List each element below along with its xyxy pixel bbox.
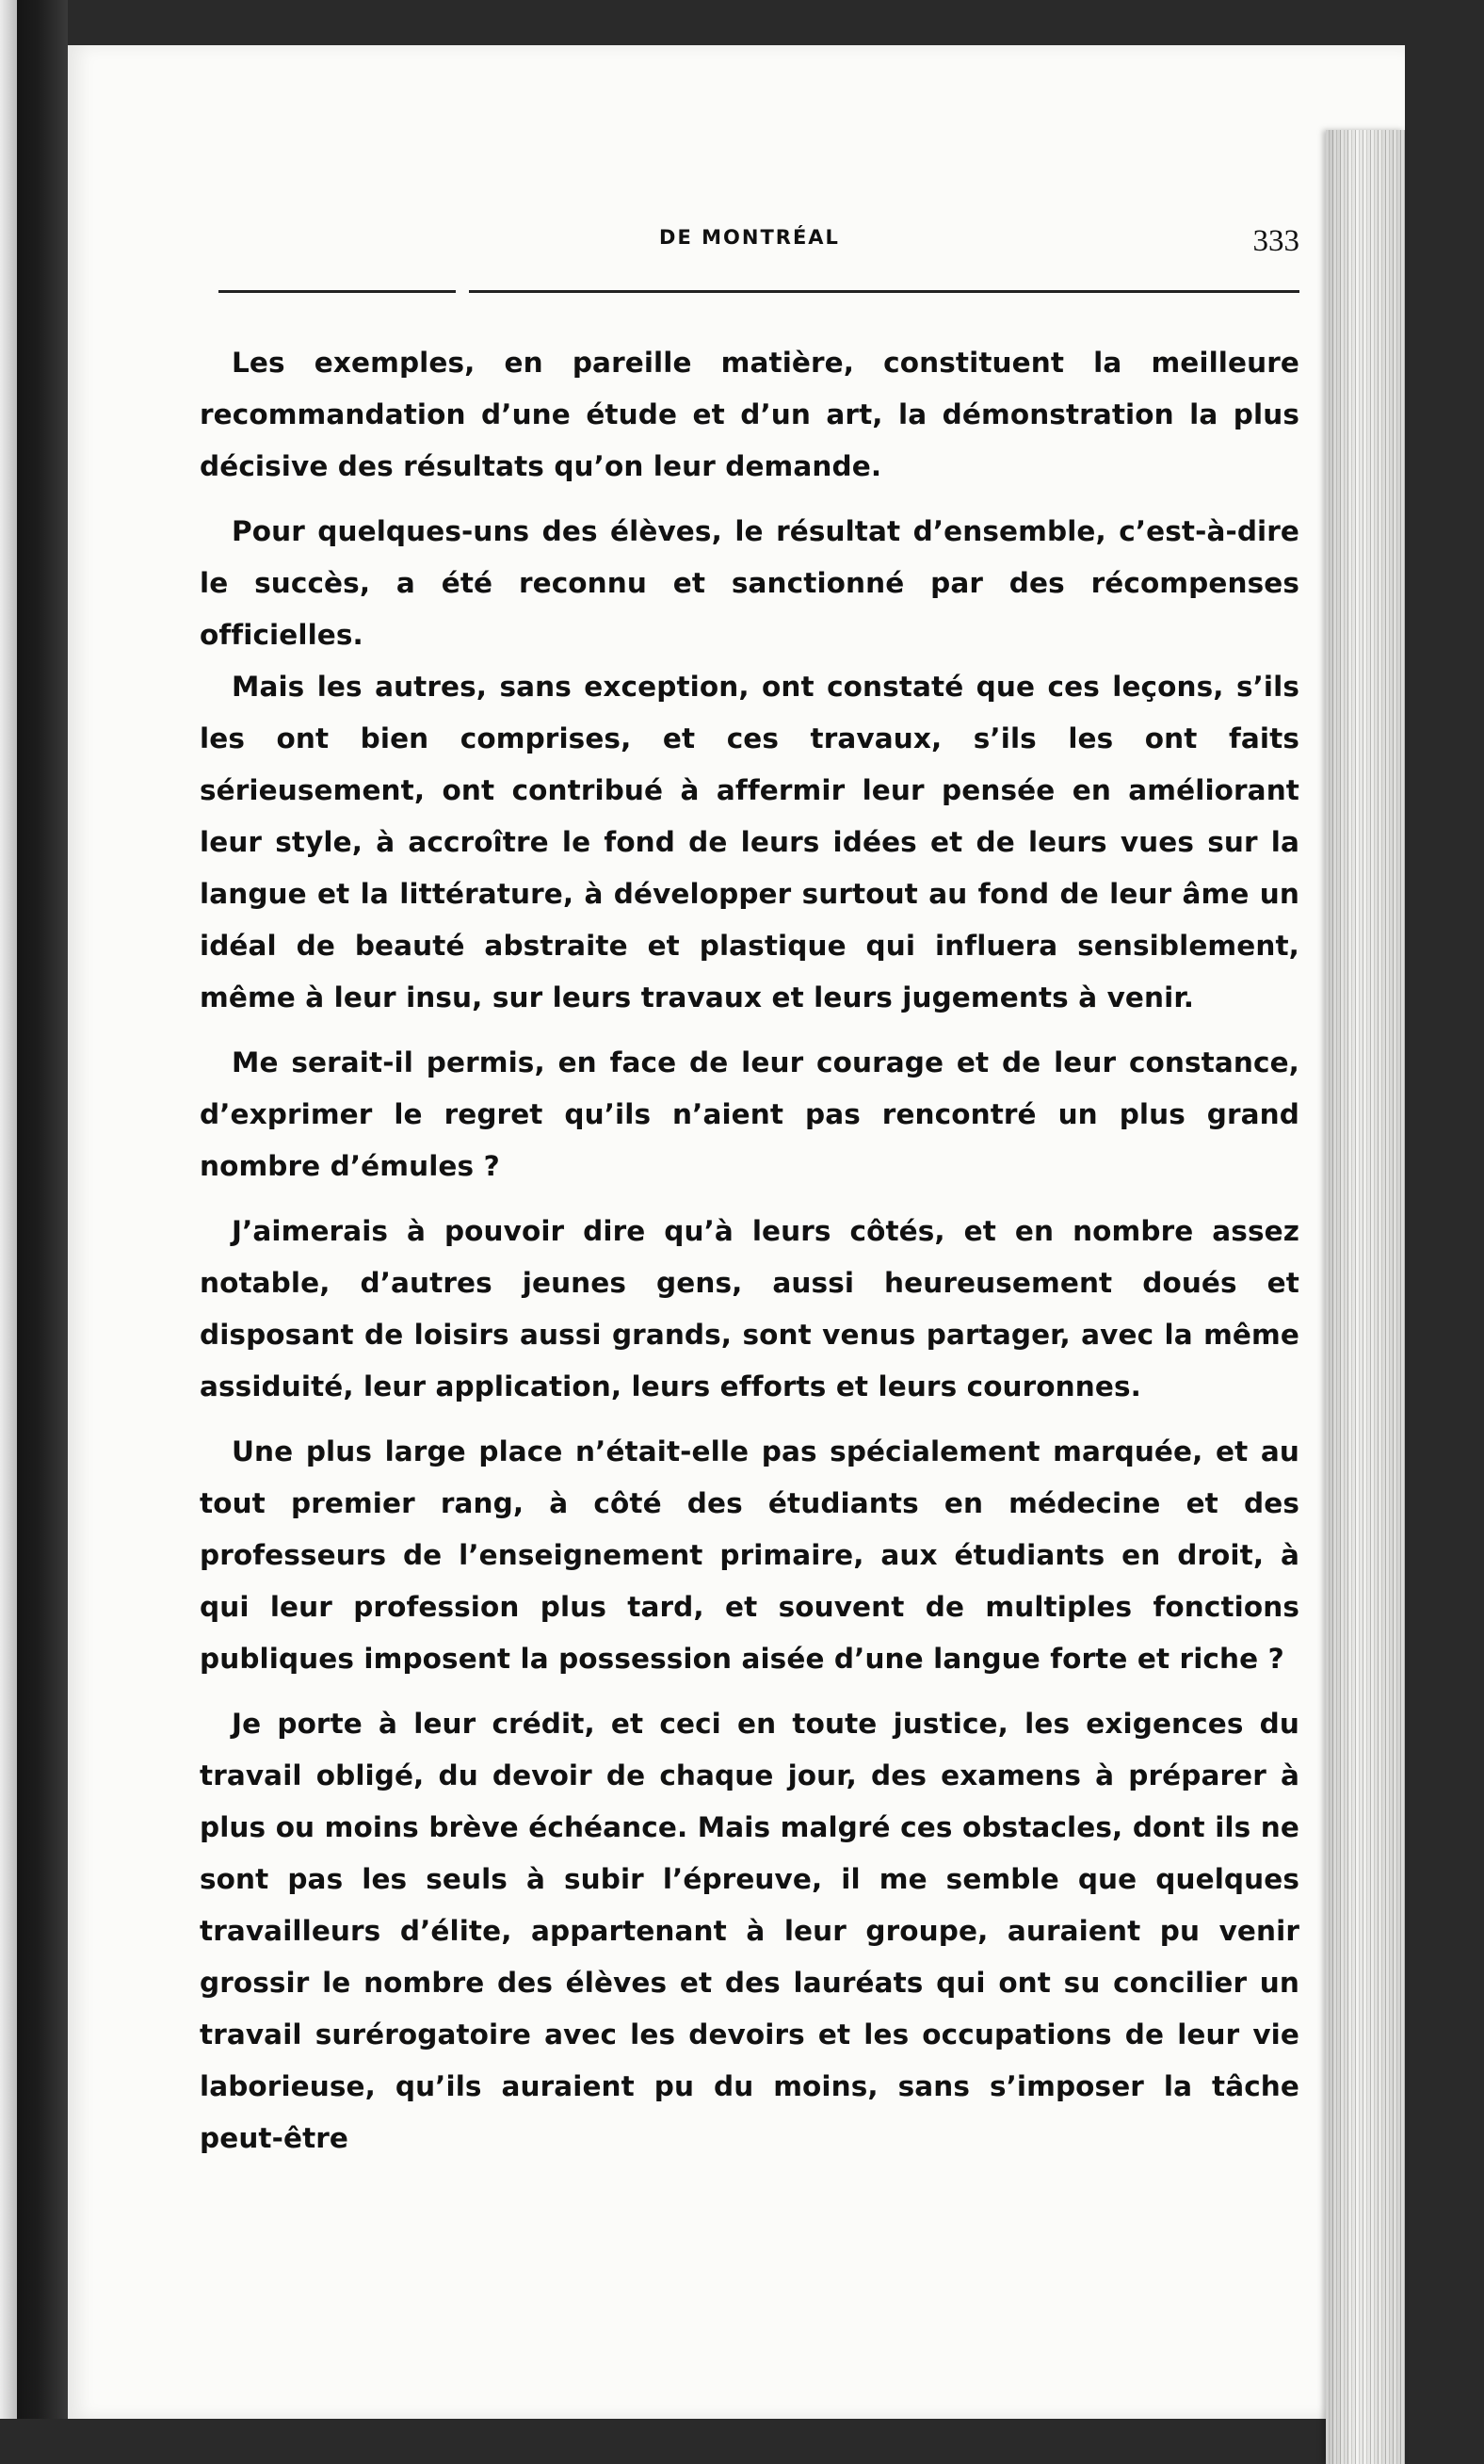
book-page bbox=[68, 45, 1405, 2419]
paragraph-1: Les exemples, en pareille matière, constituent la meilleure recommandation d’une étude et d’un art, la démonstration la plus décisive des résultats qu’on leur demande. bbox=[200, 347, 1299, 482]
running-title: DE MONTRÉAL bbox=[659, 226, 840, 249]
paragraph-2: Pour quelques-uns des élèves, le résultat d’ensemble, c’est-à-dire le succès, a été reconnu et sanctionné par des récompenses officielles. bbox=[200, 515, 1299, 651]
running-head bbox=[200, 196, 1299, 258]
paragraph-3: Mais les autres, sans exception, ont constaté que ces leçons, s’ils les ont bien comprises, et ces travaux, s’ils les ont faits sérieusement, ont contribué à affermir leur pensée en améliorant leur style, à accroître le fond de leurs idées et de leurs vues sur la langue et la littérature, à développer surtout au fond de leur âme un idéal de beauté abstraite et plastique qui influera sensiblement, même à leur insu, sur leurs travaux et leurs jugements à venir. bbox=[200, 671, 1299, 1013]
header-rule-gap bbox=[456, 289, 469, 294]
paragraph-7: Je porte à leur crédit, et ceci en toute justice, les exigences du travail obligé, du devoir de chaque jour, des examens à préparer à plus ou moins brève échéance. Mais malgré ces obstacles, dont ils ne sont pas les seuls à subir l’épreuve, il me semble que quelques travailleurs d’élite, appartenant à leur groupe, auraient pu venir grossir le nombre des élèves et des lauréats qui ont su concilier un travail surérogatoire avec les devoirs et les occupations de leur vie laborieuse, qu’ils auraient pu du moins, sans s’imposer la tâche peut-être bbox=[200, 1708, 1299, 2154]
header-rule bbox=[218, 290, 1299, 293]
paragraph-6: Une plus large place n’était-elle pas spécialement marquée, et au tout premier rang, à côté des étudiants en médecine et des professeurs de l’enseignement primaire, aux étudiants en droit, à qui leur profession plus tard, et souvent de multiples fonctions publiques imposent la possession aisée d’une langue forte et riche ? bbox=[200, 1435, 1299, 1675]
left-page-edge bbox=[0, 0, 17, 2419]
paragraph-4: Me serait-il permis, en face de leur courage et de leur constance, d’exprimer le regret qu’ils n’aient pas rencontré un plus grand nombre d’émules ? bbox=[200, 1046, 1299, 1182]
text-block bbox=[200, 196, 1299, 2154]
page-number: 333 bbox=[1252, 224, 1299, 258]
page-stack-edge bbox=[1326, 130, 1405, 2464]
paragraph-5: J’aimerais à pouvoir dire qu’à leurs côtés, et en nombre assez notable, d’autres jeunes gens, aussi heureusement doués et disposant de loisirs aussi grands, sont venus partager, avec la même assiduité, leur application, leurs efforts et leurs couronnes. bbox=[200, 1215, 1299, 1402]
body-text bbox=[200, 337, 1299, 2178]
